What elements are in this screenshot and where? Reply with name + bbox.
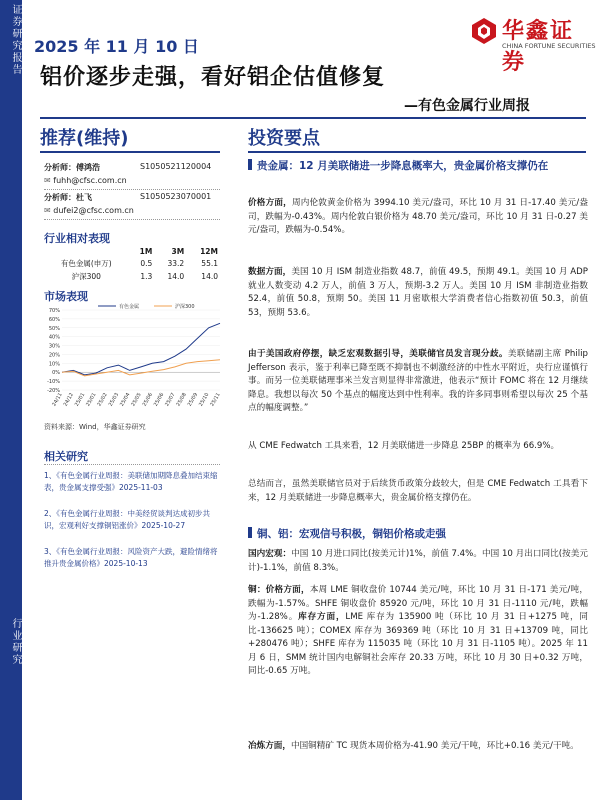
paragraph-lead: 国内宏观：	[248, 549, 292, 559]
x-tick-label: 25/01	[73, 392, 87, 408]
analyst-cert: S1050521120004	[140, 162, 212, 171]
analyst-cert: S1050523070001	[140, 192, 212, 201]
analyst-2-email[interactable]	[44, 206, 134, 215]
key-points-title: 投资要点	[248, 128, 320, 149]
table-cell: 33.2	[167, 259, 185, 268]
analyst-name: 杜飞	[76, 193, 92, 202]
header-divider	[40, 117, 586, 119]
paragraph-copper	[248, 584, 588, 679]
paragraph-macro	[248, 548, 588, 575]
paragraph-lead: 数据方面，	[248, 267, 292, 277]
legend-label: 有色金属	[119, 304, 140, 310]
paragraph-text: 周内伦敦黄金价格为 3994.10 美元/盎司，环比 10 月 31 日-17.40 美元/盎司，跌幅为-0.43%。周内伦敦白银价格为 48.70 美元/盎司，环比 10 月 31 日-0.27 美元/盎司，跌幅为-0.54%。	[248, 198, 588, 235]
logo-name: 华鑫证券	[502, 19, 575, 75]
x-tick-label: 25/08	[175, 392, 188, 408]
related-title: 相关研究	[44, 450, 88, 463]
mail-icon: ✉	[44, 176, 54, 185]
sidebar	[0, 0, 22, 800]
section-heading-text: 贵金属：12 月美联储进一步降息概率大，贵金属价格支撑仍在	[257, 160, 549, 172]
series-line	[62, 323, 220, 375]
paragraph-fed	[248, 348, 588, 416]
market-title: 市场表现	[44, 290, 88, 303]
y-tick-label: 70%	[48, 308, 60, 314]
table-row	[44, 257, 220, 270]
x-tick-label: 25/06	[141, 392, 155, 408]
analyst-name: 傅鸿浩	[76, 163, 100, 172]
table-cell: 1.3	[140, 272, 153, 281]
analyst-divider	[44, 189, 220, 190]
paragraph-summary: 总结而言，虽然美联储官员对于后续货币政策分歧较大，但是 CME Fedwatch 工具看下来，12 月美联储进一步降息概率大，贵金属价格支撑仍在。	[248, 479, 588, 503]
x-tick-label: 24/12	[62, 392, 76, 408]
paragraph-text: 中国 10 月进口同比(按美元计)1%，前值 7.4%。中国 10 月出口同比(按美元计)-1.1%，前值 8.3%。	[248, 549, 588, 573]
paragraph-text: 中国铜精矿 TC 现货本周价格为-41.90 美元/干吨，环比+0.16 美元/干吨。	[290, 741, 579, 751]
x-tick-label: 25/10	[198, 392, 211, 408]
y-tick-label: 0%	[52, 370, 60, 377]
y-tick-label: -10%	[47, 379, 60, 386]
paragraph-smelting	[248, 740, 588, 754]
table-cell: 14.0	[167, 272, 185, 281]
section-heading-precious-metals	[248, 158, 588, 174]
company-logo	[470, 14, 596, 75]
related-item[interactable]: 3、《有色金属行业周报：风险资产大跌，避险情绪将推升贵金属价格》2025-10-13	[44, 547, 218, 568]
paragraph-price	[248, 197, 588, 238]
x-tick-label: 25/07	[164, 392, 177, 408]
analyst-email: fuhh@cfsc.com.cn	[53, 176, 127, 185]
analyst-1	[44, 162, 212, 173]
logo-english: CHINA FORTUNE SECURITIES	[502, 42, 596, 50]
section-marker	[248, 527, 252, 538]
paragraph-data	[248, 266, 588, 320]
report-date: 2025 年 11 月 10 日	[34, 37, 199, 56]
paragraph-text: 美联储副主席 Philip Jefferson 表示，鉴于利率已降至既不抑制也不刺激经济的中性水平附近，央行应谨慎行事。而另一位美联储理事米兰发言则显得非常激进，他表示“预计 FOMC 将在 12 月继续降息。我想以每次 50 个基点的幅度达到中性利率。我的许多同事则希望以每次 25 个基点的幅度调整。”	[248, 349, 588, 413]
y-tick-label: 40%	[48, 334, 60, 341]
paragraph-lead: 冶炼方面，	[248, 741, 291, 751]
table-cell: 55.1	[201, 259, 218, 268]
table-row	[44, 270, 220, 283]
related-item[interactable]: 2、《有色金属行业周报：中美经贸谈判达成初步共识，宏观利好支撑铜铝涨价》2025-10-27	[44, 509, 211, 530]
paragraph-text: 本周 LME 铜收盘价 10744 美元/吨，环比 10 月 31 日-171 美元/吨，跌幅为-1.57%。SHFE 铜收盘价 85920 元/吨，环比 10 月 31 日-1110 元/吨，跌幅为-1.28%。	[248, 585, 588, 622]
analyst-email: dufei2@cfsc.com.cn	[53, 206, 134, 215]
performance-table	[44, 246, 220, 283]
table-header-row	[44, 246, 220, 257]
table-cell: 沪深300	[71, 272, 101, 281]
rating-divider	[40, 151, 220, 153]
table-header-cell	[44, 246, 129, 257]
paragraph-text: 美国 10 月 ISM 制造业指数 48.7，前值 49.5，预期 49.1。美国 10 月 ADP 就业人数变动 4.2 万人，前值 3 万人，预期-3.2 万人。美国 10 月 ISM 非制造业指数 52.4，前值 50.8，预期 50。美国 11 月密歇根大学消费者信心指数初值 50.3，前值 53，预期 53.6。	[248, 267, 588, 318]
table-cell: 14.0	[201, 272, 218, 281]
section-heading-copper-aluminum	[248, 526, 588, 542]
analyst-1-email[interactable]	[44, 176, 127, 185]
x-tick-label: 25/05	[130, 392, 143, 408]
table-header-cell: 1M	[139, 247, 153, 256]
analyst-2	[44, 192, 212, 203]
sidebar-top-text: 证券研究报告	[10, 4, 21, 76]
report-title: 铝价逐步走强，看好铝企估值修复	[40, 65, 386, 90]
key-points-divider	[248, 151, 586, 153]
table-header-cell: 12M	[200, 247, 218, 256]
x-tick-label: 25/04	[119, 392, 132, 408]
y-tick-label: 20%	[48, 352, 60, 359]
paragraph-lead: 铜：价格方面，	[248, 585, 310, 595]
section-marker	[248, 159, 252, 170]
table-cell: 有色金属(申万)	[60, 259, 112, 268]
related-divider	[44, 464, 220, 465]
x-tick-label: 25/09	[186, 392, 200, 408]
y-tick-label: 10%	[48, 361, 60, 368]
report-subtitle: —有色金属行业周报	[404, 98, 530, 114]
chart-source: 资料来源：Wind，华鑫证券研究	[44, 423, 146, 431]
y-tick-label: 60%	[48, 316, 60, 323]
logo-mark-icon	[470, 16, 498, 46]
legend-label: 沪深300	[175, 304, 195, 310]
performance-title: 行业相对表现	[44, 232, 110, 245]
series-line	[62, 360, 220, 376]
paragraph-text: LME 库存为 135900 吨（环比 10 月 31 日+1275 吨，同比-136625 吨）；COMEX 库存为 369369 吨（环比 10 月 31 日+13709 吨，同比+280476 吨）；SHFE 库存为 115035 吨（环比 10 月 31 日-1105 吨）。2025 年 11 月 6 日，SMM 统计国内电解铜社会库存 20.33 万吨，环比 10 月 30 日+0.32 万吨，同比-0.65 万吨。	[248, 612, 588, 676]
x-tick-label: 25/03	[107, 392, 121, 408]
y-tick-label: -20%	[47, 388, 60, 394]
market-chart	[40, 302, 226, 420]
table-cell: 0.5	[140, 259, 153, 268]
analyst-role: 分析师：	[44, 163, 76, 172]
paragraph-lead: 价格方面，	[248, 198, 292, 208]
x-tick-label: 24/11	[51, 392, 64, 408]
rating: 推荐(维持)	[40, 128, 129, 149]
x-tick-label: 25/06	[152, 392, 166, 408]
x-tick-label: 25/02	[96, 392, 109, 408]
table-header-cell: 3M	[171, 247, 185, 256]
y-tick-label: 50%	[48, 325, 60, 332]
analyst-divider	[44, 219, 220, 220]
sidebar-bottom-text: 行业研究	[10, 618, 21, 666]
analyst-role: 分析师：	[44, 193, 76, 202]
y-tick-label: 30%	[48, 343, 60, 350]
paragraph-lead: 库存方面，	[298, 612, 346, 622]
section-heading-text: 铜、铝：宏观信号积极，铜铝价格或走强	[257, 528, 446, 540]
mail-icon: ✉	[44, 206, 54, 215]
paragraph-lead: 由于美国政府停摆，缺乏宏观数据引导，美联储官员发言现分歧。	[248, 349, 508, 359]
related-item[interactable]: 1、《有色金属行业周报：美联储加期降息叠加结束缩表，贵金属支撑受强》2025-11-03	[44, 471, 218, 492]
x-tick-label: 25/11	[209, 392, 222, 408]
paragraph-fedwatch: 从 CME Fedwatch 工具来看，12 月美联储进一步降息 25BP 的概率为 66.9%。	[248, 441, 560, 451]
x-tick-label: 25/01	[85, 392, 98, 408]
